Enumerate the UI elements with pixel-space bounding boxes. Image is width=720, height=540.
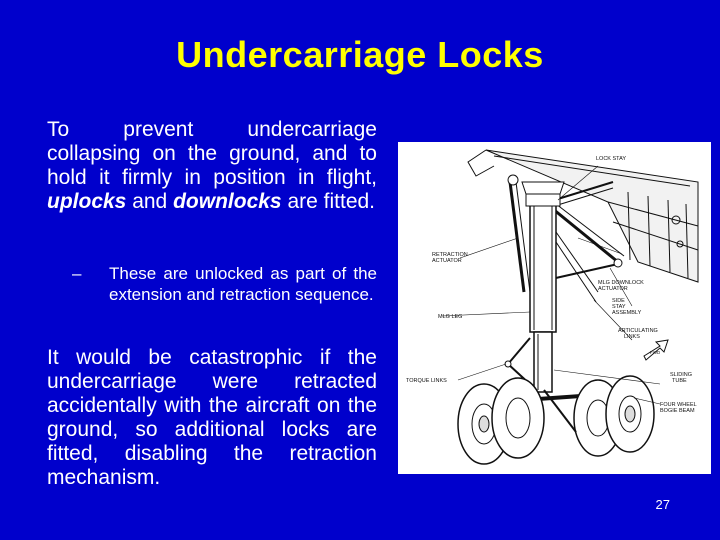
label-four-wheel-2: BOGIE BEAM [660, 408, 695, 414]
keyword-uplocks: uplocks [47, 190, 127, 213]
label-downlock-2: ACTUATOR [598, 286, 628, 292]
label-downlock-1: MLG DOWNLOCK [598, 280, 644, 286]
label-retraction-2: ACTUATOR [432, 258, 462, 264]
slide-title: Undercarriage Locks [176, 34, 544, 75]
label-four-wheel-1: FOUR WHEEL [660, 402, 697, 408]
label-sliding-2: TUBE [672, 378, 687, 384]
intro-mid-text: and [132, 190, 168, 213]
paragraph-retraction-locks: It would be catastrophic if the undercarriage were retracted accidentally with the aircraft on the ground, so additional locks are fitted, disabling the retraction mechanism. [47, 346, 377, 489]
label-lock-stay: LOCK STAY [596, 156, 627, 162]
label-side-stay-3: ASSEMBLY [612, 310, 642, 316]
paragraph-locks-intro [47, 118, 377, 214]
airframe-structure [468, 150, 698, 282]
label-side-stay-2: STAY [612, 304, 626, 310]
label-articulating-1: ARTICULATING [618, 328, 658, 334]
intro-tail-text: are fitted. [287, 190, 376, 213]
landing-gear-diagram [398, 142, 711, 474]
label-sliding-1: SLIDING [670, 372, 693, 378]
page-number: 27 [655, 497, 670, 512]
label-mlg-leg: MLG LEG [438, 314, 463, 320]
bullet-dash: – [72, 264, 82, 283]
bullet-text: These are unlocked as part of the extension and retraction sequence. [109, 264, 377, 304]
label-articulating-2: LINKS [624, 334, 640, 340]
label-fwd: FWD [650, 350, 661, 355]
sub-bullet [72, 263, 377, 305]
label-torque-links: TORQUE LINKS [406, 378, 447, 384]
intro-lead-text: To prevent undercarriage collapsing on the ground, and to hold it firmly in position in flight, [47, 118, 377, 189]
label-retraction-1: RETRACTION [432, 252, 468, 258]
label-side-stay-1: SIDE [612, 298, 625, 304]
bogie-and-wheels [458, 376, 654, 464]
keyword-downlocks: downlocks [173, 190, 282, 213]
